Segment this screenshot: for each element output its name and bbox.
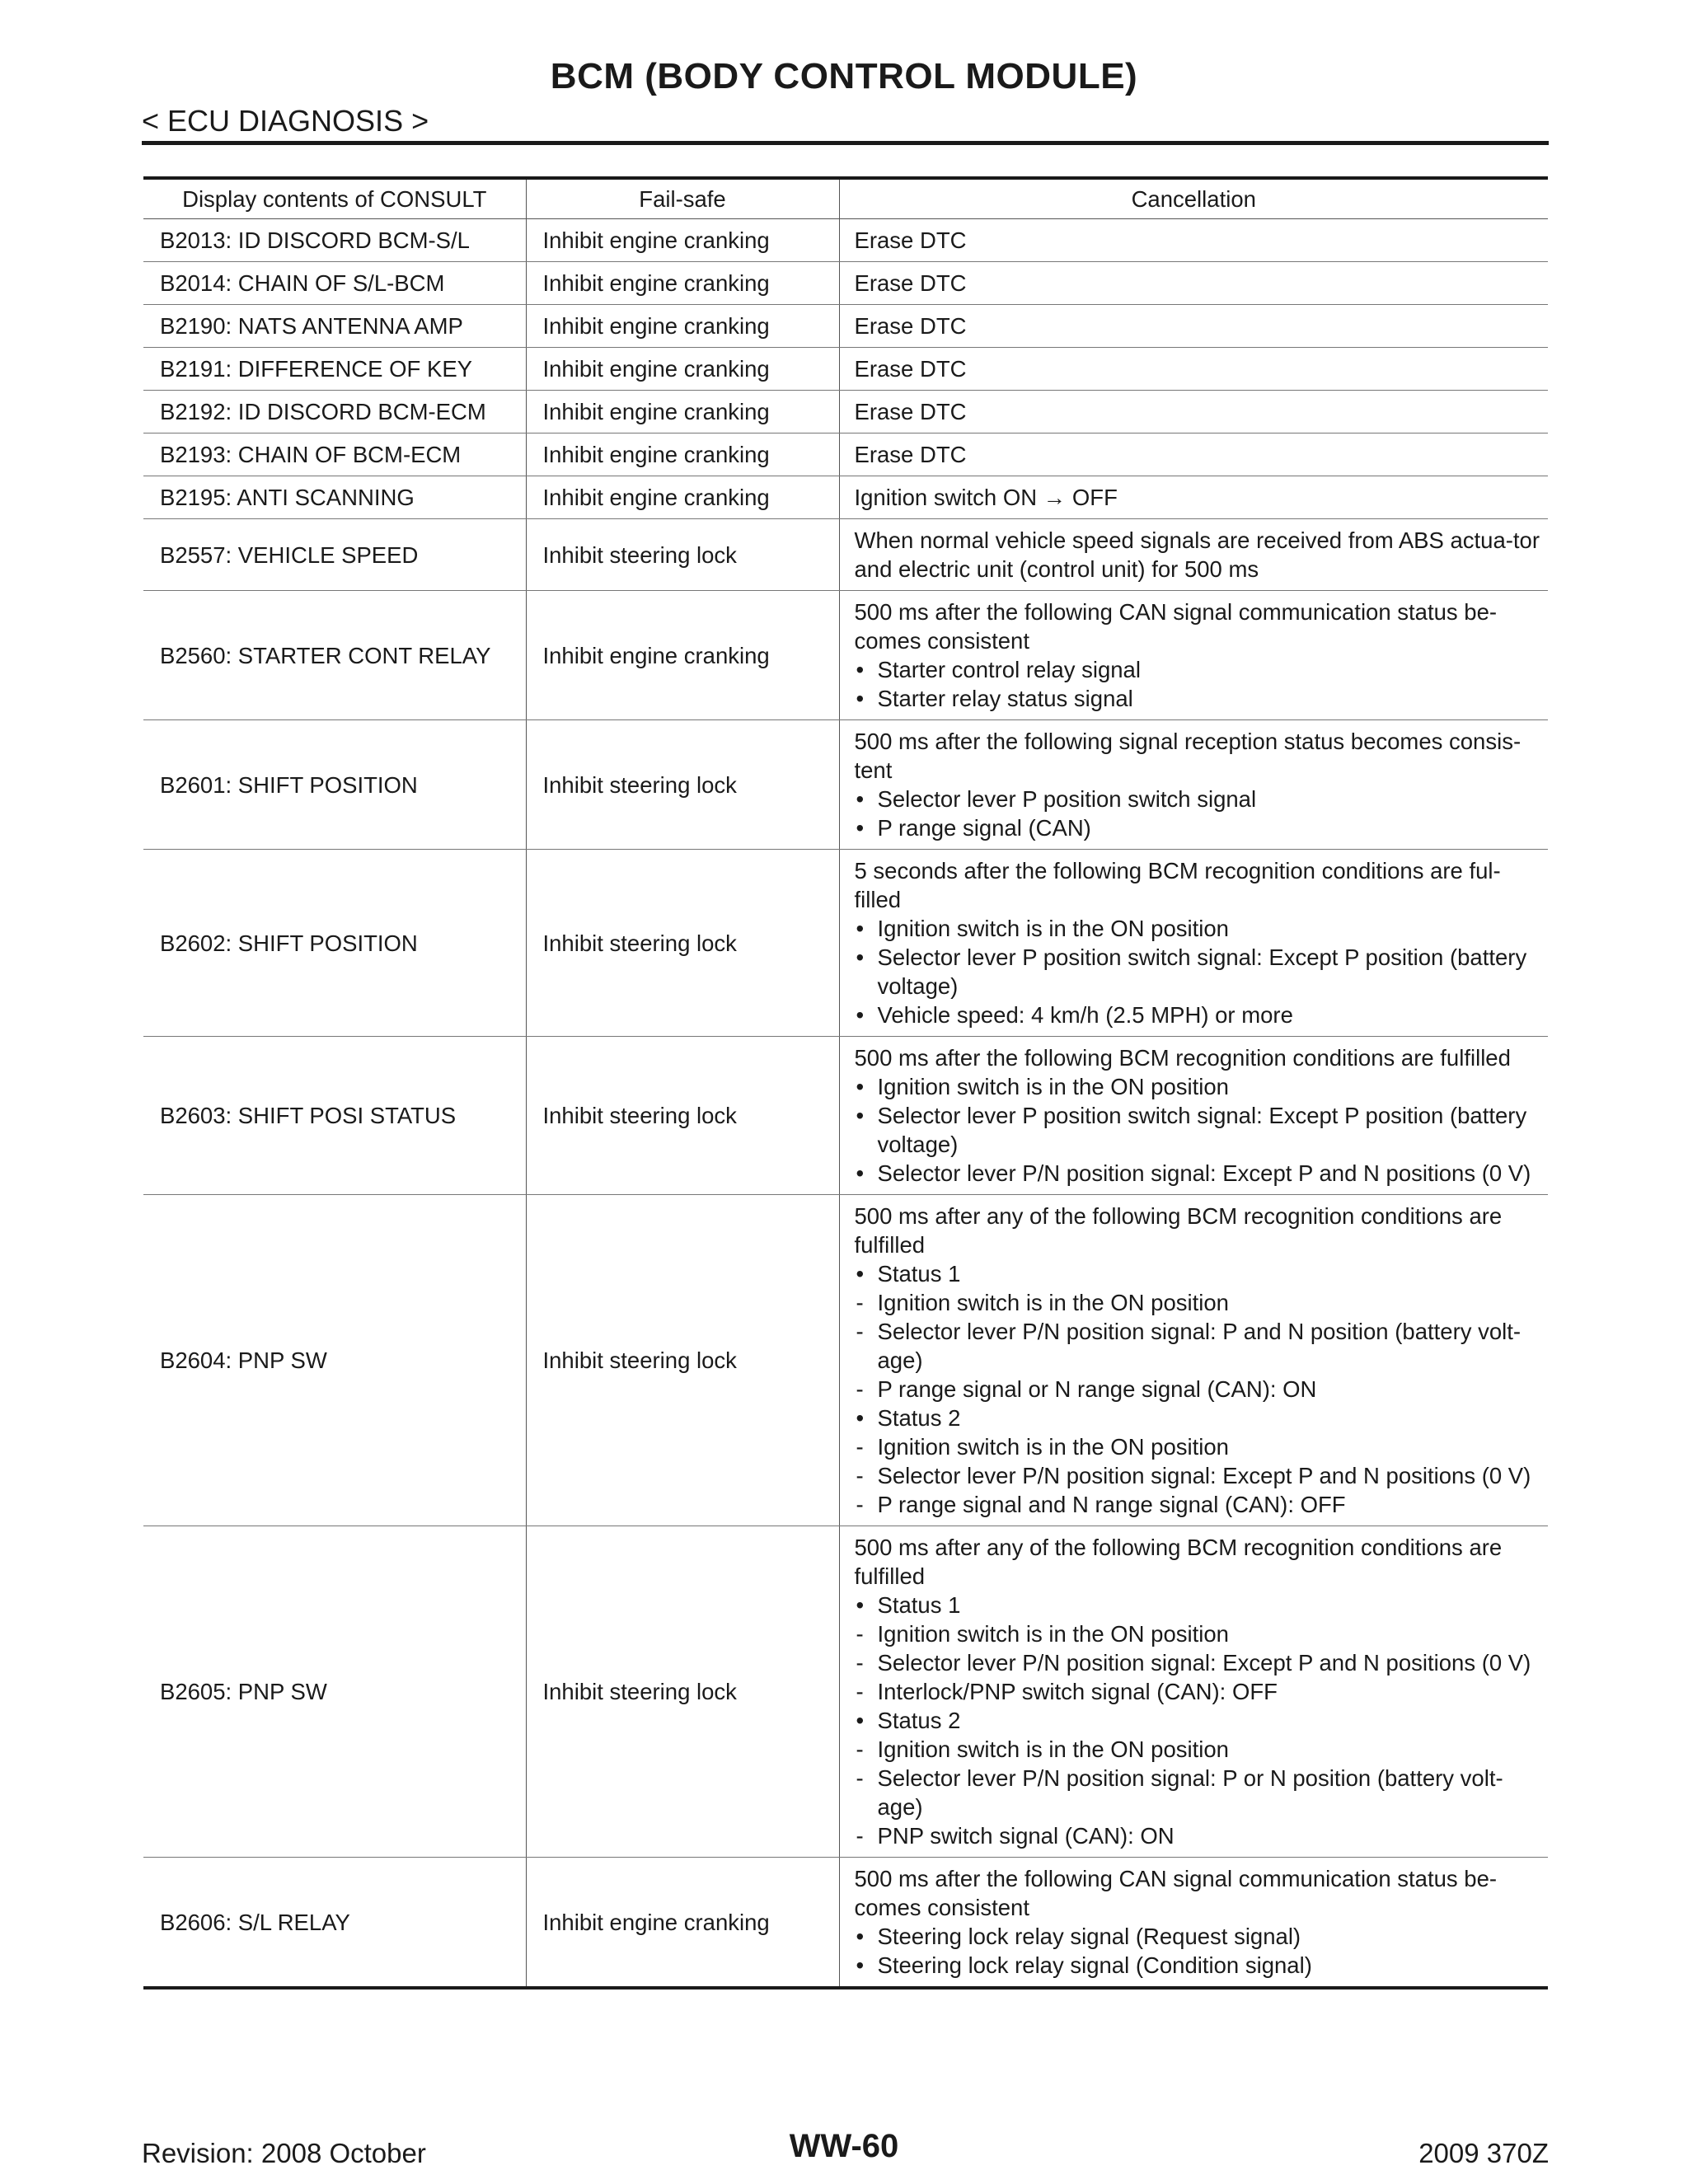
- cancellation-cell: [839, 476, 1548, 519]
- cancellation-item-text: 500 ms after the following CAN signal communication status be-comes consistent: [854, 1866, 1498, 1920]
- cancellation-sub-item: [855, 1432, 1540, 1461]
- dtc-table: [143, 176, 1548, 1990]
- bullet-mark: •: [856, 1952, 865, 1978]
- cancellation-sub-item: [855, 1288, 1540, 1317]
- cancellation-text: [855, 269, 1540, 298]
- failsafe-cell: Inhibit engine cranking: [526, 305, 839, 348]
- cancellation-item-text: Status 2: [877, 1708, 961, 1733]
- cancellation-item-text: 500 ms after the following signal reception status becomes consis-tent: [854, 729, 1522, 783]
- column-header-failsafe: Fail-safe: [526, 178, 839, 219]
- cancellation-cell: [839, 1195, 1548, 1526]
- display-contents-cell: B2603: SHIFT POSI STATUS: [143, 1037, 526, 1195]
- bullet-mark: •: [856, 815, 865, 841]
- cancellation-bullet-item: [855, 655, 1540, 684]
- table-body: [143, 219, 1548, 1989]
- dash-mark: -: [856, 1736, 864, 1762]
- display-contents-cell: B2191: DIFFERENCE OF KEY: [143, 348, 526, 391]
- cancellation-text: [855, 727, 1540, 785]
- cancellation-item-text: 500 ms after the following CAN signal communication status be-comes consistent: [854, 599, 1498, 654]
- cancellation-item-text: Selector lever P/N position signal: P and N position (battery volt-age): [877, 1319, 1522, 1373]
- cancellation-item-text: Selector lever P/N position signal: Except P and N positions (0 V): [877, 1463, 1531, 1488]
- cancellation-text: [855, 1043, 1540, 1072]
- table-row: [143, 1195, 1548, 1526]
- table-row: [143, 391, 1548, 434]
- cancellation-item-text: Selector lever P/N position signal: P or N position (battery volt-age): [877, 1765, 1503, 1820]
- cancellation-item-text: Ignition switch is in the ON position: [877, 916, 1229, 941]
- cancellation-cell: [839, 1858, 1548, 1989]
- cancellation-item-text: Ignition switch is in the ON position: [877, 1621, 1229, 1647]
- bullet-mark: •: [856, 1405, 865, 1431]
- failsafe-cell: Inhibit engine cranking: [526, 348, 839, 391]
- failsafe-cell: Inhibit engine cranking: [526, 476, 839, 519]
- failsafe-cell: Inhibit steering lock: [526, 720, 839, 850]
- display-contents-cell: B2193: CHAIN OF BCM-ECM: [143, 434, 526, 476]
- cancellation-text: [855, 1202, 1540, 1259]
- failsafe-cell: Inhibit steering lock: [526, 1526, 839, 1858]
- cancellation-item-text: 500 ms after any of the following BCM recognition conditions are fulfilled: [854, 1535, 1503, 1589]
- table-row: [143, 591, 1548, 720]
- dash-mark: -: [856, 1463, 864, 1488]
- display-contents-cell: B2605: PNP SW: [143, 1526, 526, 1858]
- cancellation-sub-item: [855, 1619, 1540, 1648]
- cancellation-sub-item: [855, 1764, 1540, 1821]
- display-contents-cell: B2601: SHIFT POSITION: [143, 720, 526, 850]
- page-title: BCM (BODY CONTROL MODULE): [550, 56, 1138, 96]
- failsafe-cell: Inhibit engine cranking: [526, 219, 839, 262]
- section-label: < ECU DIAGNOSIS >: [142, 104, 429, 138]
- cancellation-item-text: 500 ms after the following BCM recognition conditions are fulfilled: [854, 1045, 1511, 1071]
- cancellation-sub-item: [855, 1735, 1540, 1764]
- table-row: [143, 1858, 1548, 1989]
- cancellation-item-text: P range signal and N range signal (CAN): OFF: [877, 1492, 1346, 1517]
- failsafe-cell: Inhibit engine cranking: [526, 591, 839, 720]
- cancellation-item-text: Erase DTC: [854, 356, 967, 382]
- bullet-mark: •: [856, 1103, 865, 1128]
- display-contents-cell: B2606: S/L RELAY: [143, 1858, 526, 1989]
- cancellation-cell: [839, 720, 1548, 850]
- bullet-mark: •: [856, 1160, 865, 1186]
- cancellation-item-text: 500 ms after any of the following BCM recognition conditions are fulfilled: [854, 1203, 1503, 1258]
- cancellation-item-text: Vehicle speed: 4 km/h (2.5 MPH) or more: [877, 1002, 1293, 1028]
- cancellation-cell: [839, 1037, 1548, 1195]
- cancellation-sub-item: [855, 1461, 1540, 1490]
- cancellation-cell: [839, 262, 1548, 305]
- table-row: [143, 305, 1548, 348]
- cancellation-cell: [839, 591, 1548, 720]
- bullet-mark: •: [856, 1708, 865, 1733]
- dash-mark: -: [856, 1319, 864, 1344]
- table-row: [143, 720, 1548, 850]
- cancellation-bullet-item: [855, 1159, 1540, 1188]
- cancellation-bullet-item: [855, 1404, 1540, 1432]
- cancellation-item-text: Interlock/PNP switch signal (CAN): OFF: [877, 1679, 1278, 1704]
- cancellation-cell: [839, 219, 1548, 262]
- column-header-cancellation: Cancellation: [839, 178, 1548, 219]
- cancellation-sub-item: [855, 1648, 1540, 1677]
- table-row: [143, 850, 1548, 1037]
- cancellation-bullet-item: [855, 813, 1540, 842]
- table-row: [143, 262, 1548, 305]
- cancellation-bullet-item: [855, 914, 1540, 943]
- bullet-mark: •: [856, 916, 865, 941]
- bullet-mark: •: [856, 1592, 865, 1618]
- cancellation-text: [855, 354, 1540, 383]
- cancellation-item-text: Selector lever P/N position signal: Except P and N positions (0 V): [877, 1650, 1531, 1675]
- bullet-mark: •: [856, 686, 865, 711]
- cancellation-item-text: Selector lever P/N position signal: Except P and N positions (0 V): [877, 1160, 1531, 1186]
- cancellation-cell: [839, 305, 1548, 348]
- dash-mark: -: [856, 1765, 864, 1791]
- cancellation-item-text: PNP switch signal (CAN): ON: [877, 1823, 1175, 1849]
- table-row: [143, 219, 1548, 262]
- cancellation-bullet-item: [855, 1001, 1540, 1029]
- cancellation-bullet-item: [855, 943, 1540, 1001]
- failsafe-cell: Inhibit steering lock: [526, 1195, 839, 1526]
- display-contents-cell: B2195: ANTI SCANNING: [143, 476, 526, 519]
- bullet-mark: •: [856, 786, 865, 812]
- cancellation-text: [855, 397, 1540, 426]
- cancellation-sub-item: [855, 1677, 1540, 1706]
- cancellation-cell: [839, 1526, 1548, 1858]
- cancellation-cell: [839, 348, 1548, 391]
- bullet-mark: •: [856, 1074, 865, 1099]
- cancellation-item-text: Starter control relay signal: [877, 657, 1141, 682]
- cancellation-bullet-item: [855, 785, 1540, 813]
- cancellation-item-text: 5 seconds after the following BCM recognition conditions are ful-filled: [854, 858, 1501, 912]
- cancellation-item-text: Ignition switch is in the ON position: [877, 1736, 1229, 1762]
- cancellation-bullet-item: [855, 1951, 1540, 1980]
- cancellation-bullet-item: [855, 1072, 1540, 1101]
- cancellation-item-text: Status 1: [877, 1261, 961, 1286]
- cancellation-cell: [839, 850, 1548, 1037]
- cancellation-sub-item: [855, 1375, 1540, 1404]
- dash-mark: -: [856, 1650, 864, 1675]
- display-contents-cell: B2013: ID DISCORD BCM-S/L: [143, 219, 526, 262]
- cancellation-item-text: When normal vehicle speed signals are received from ABS actua-tor and electric unit (control unit) for 500 ms: [854, 527, 1540, 582]
- table-row: [143, 476, 1548, 519]
- cancellation-text: [855, 312, 1540, 340]
- cancellation-sub-item: [855, 1317, 1540, 1375]
- cancellation-text: [855, 856, 1540, 914]
- cancellation-item-text: Steering lock relay signal (Condition signal): [877, 1952, 1312, 1978]
- footer-revision: Revision: 2008 October: [142, 2138, 426, 2168]
- cancellation-item-text: Starter relay status signal: [877, 686, 1133, 711]
- cancellation-sub-item: [855, 1821, 1540, 1850]
- failsafe-cell: Inhibit engine cranking: [526, 391, 839, 434]
- cancellation-item-text: Selector lever P position switch signal: Except P position (battery voltage): [877, 1103, 1527, 1157]
- table-row: [143, 348, 1548, 391]
- bullet-mark: •: [856, 944, 865, 970]
- bullet-mark: •: [856, 1002, 865, 1028]
- table-row: [143, 1037, 1548, 1195]
- failsafe-cell: Inhibit steering lock: [526, 850, 839, 1037]
- dash-mark: -: [856, 1823, 864, 1849]
- dash-mark: -: [856, 1434, 864, 1460]
- display-contents-cell: B2014: CHAIN OF S/L-BCM: [143, 262, 526, 305]
- cancellation-bullet-item: [855, 684, 1540, 713]
- cancellation-cell: [839, 391, 1548, 434]
- footer-page-number: WW-60: [789, 2128, 899, 2164]
- footer-model: 2009 370Z: [1418, 2138, 1549, 2168]
- cancellation-item-text: Ignition switch ON → OFF: [854, 485, 1118, 510]
- display-contents-cell: B2192: ID DISCORD BCM-ECM: [143, 391, 526, 434]
- cancellation-item-text: Erase DTC: [854, 227, 967, 253]
- cancellation-item-text: P range signal or N range signal (CAN): ON: [877, 1376, 1317, 1402]
- header-rule: [142, 141, 1549, 145]
- cancellation-item-text: Ignition switch is in the ON position: [877, 1074, 1229, 1099]
- dash-mark: -: [856, 1290, 864, 1315]
- cancellation-item-text: Erase DTC: [854, 270, 967, 296]
- cancellation-item-text: Ignition switch is in the ON position: [877, 1434, 1229, 1460]
- cancellation-item-text: Erase DTC: [854, 313, 967, 339]
- cancellation-item-text: Steering lock relay signal (Request signal): [877, 1924, 1301, 1949]
- dash-mark: -: [856, 1679, 864, 1704]
- cancellation-text: [855, 440, 1540, 469]
- table-header-row: [143, 178, 1548, 219]
- cancellation-text: [855, 598, 1540, 655]
- table-row: [143, 434, 1548, 476]
- dash-mark: -: [856, 1621, 864, 1647]
- cancellation-item-text: P range signal (CAN): [877, 815, 1091, 841]
- dash-mark: -: [856, 1376, 864, 1402]
- cancellation-bullet-item: [855, 1706, 1540, 1735]
- failsafe-cell: Inhibit engine cranking: [526, 262, 839, 305]
- cancellation-text: [855, 526, 1540, 583]
- bullet-mark: •: [856, 1924, 865, 1949]
- cancellation-bullet-item: [855, 1591, 1540, 1619]
- cancellation-item-text: Selector lever P position switch signal: [877, 786, 1257, 812]
- cancellation-cell: [839, 434, 1548, 476]
- cancellation-bullet-item: [855, 1922, 1540, 1951]
- failsafe-cell: Inhibit steering lock: [526, 519, 839, 591]
- column-header-display: Display contents of CONSULT: [143, 178, 526, 219]
- display-contents-cell: B2604: PNP SW: [143, 1195, 526, 1526]
- table-row: [143, 519, 1548, 591]
- failsafe-cell: Inhibit steering lock: [526, 1037, 839, 1195]
- cancellation-item-text: Status 2: [877, 1405, 961, 1431]
- cancellation-text: [855, 1533, 1540, 1591]
- cancellation-bullet-item: [855, 1101, 1540, 1159]
- cancellation-item-text: Selector lever P position switch signal: Except P position (battery voltage): [877, 944, 1527, 999]
- failsafe-cell: Inhibit engine cranking: [526, 1858, 839, 1989]
- dash-mark: -: [856, 1492, 864, 1517]
- failsafe-cell: Inhibit engine cranking: [526, 434, 839, 476]
- cancellation-bullet-item: [855, 1259, 1540, 1288]
- cancellation-item-text: Erase DTC: [854, 442, 967, 467]
- cancellation-text: [855, 1864, 1540, 1922]
- cancellation-item-text: Ignition switch is in the ON position: [877, 1290, 1229, 1315]
- cancellation-item-text: Erase DTC: [854, 399, 967, 424]
- display-contents-cell: B2560: STARTER CONT RELAY: [143, 591, 526, 720]
- display-contents-cell: B2602: SHIFT POSITION: [143, 850, 526, 1037]
- cancellation-cell: [839, 519, 1548, 591]
- bullet-mark: •: [856, 1261, 865, 1286]
- cancellation-text: [855, 226, 1540, 255]
- table-row: [143, 1526, 1548, 1858]
- bullet-mark: •: [856, 657, 865, 682]
- display-contents-cell: B2557: VEHICLE SPEED: [143, 519, 526, 591]
- display-contents-cell: B2190: NATS ANTENNA AMP: [143, 305, 526, 348]
- cancellation-item-text: Status 1: [877, 1592, 961, 1618]
- cancellation-text: [855, 483, 1540, 512]
- cancellation-sub-item: [855, 1490, 1540, 1519]
